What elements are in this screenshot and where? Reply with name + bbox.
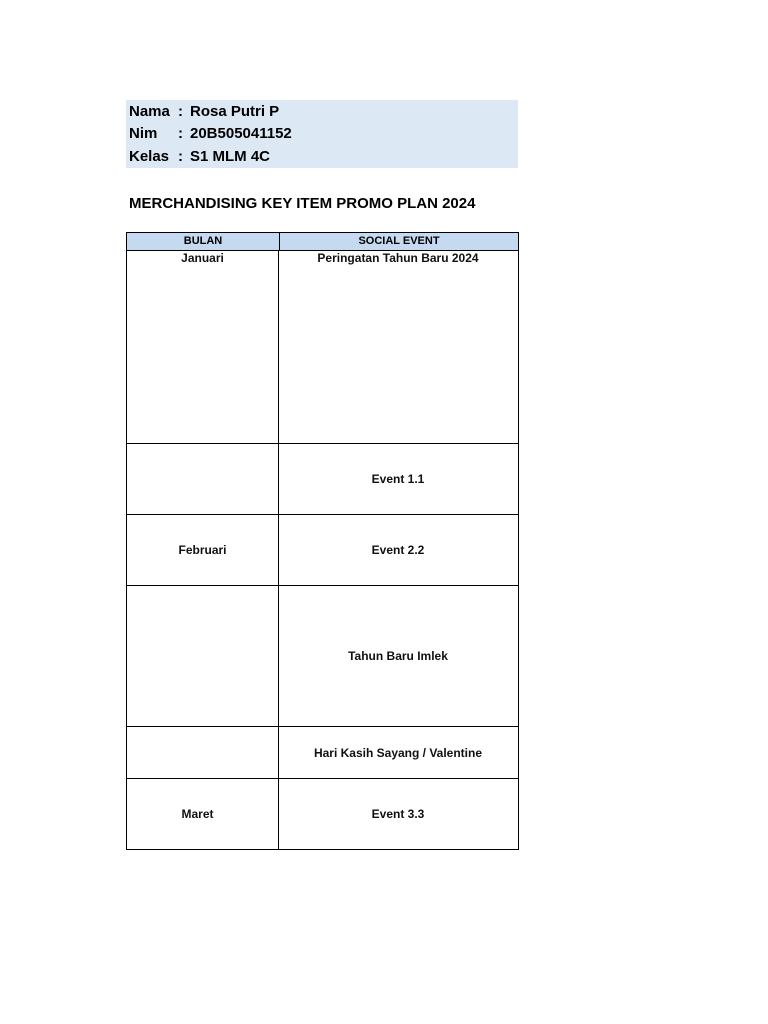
name-separator: : (178, 103, 183, 120)
event-label: Event 1.1 (371, 472, 425, 486)
table-row (126, 727, 519, 779)
event-cell (278, 727, 519, 779)
nim-separator: : (178, 125, 183, 142)
table-row (126, 515, 519, 586)
event-cell (278, 515, 519, 586)
month-cell (126, 586, 279, 727)
class-value: S1 MLM 4C (190, 148, 271, 165)
student-name-row (129, 101, 279, 123)
month-cell (126, 727, 279, 779)
month-cell (126, 251, 279, 444)
month-cell (126, 779, 279, 850)
student-nim-row (129, 123, 292, 145)
event-cell (278, 779, 519, 850)
month-cell (126, 515, 279, 586)
event-label: Peringatan Tahun Baru 2024 (317, 251, 479, 265)
event-cell (278, 251, 519, 444)
event-cell (278, 586, 519, 727)
student-class-row (129, 146, 270, 168)
nim-value: 20B505041152 (190, 125, 292, 142)
table-row (126, 251, 519, 444)
class-label: Kelas (129, 148, 170, 165)
header-social-event: SOCIAL EVENT (358, 235, 440, 247)
event-label: Event 3.3 (371, 807, 425, 821)
promo-plan-table (126, 232, 519, 850)
nim-label: Nim (129, 125, 158, 142)
name-value: Rosa Putri P (190, 103, 280, 120)
table-row (126, 586, 519, 727)
table-header-row (126, 232, 519, 251)
table-row (126, 444, 519, 515)
event-cell (278, 444, 519, 515)
event-label: Event 2.2 (371, 543, 425, 557)
name-label: Nama (129, 103, 170, 120)
table-row (126, 779, 519, 850)
document-title: MERCHANDISING KEY ITEM PROMO PLAN 2024 (129, 195, 476, 212)
month-label: Maret (181, 807, 214, 821)
month-label: Januari (181, 251, 224, 265)
header-bulan: BULAN (183, 235, 223, 247)
month-cell (126, 444, 279, 515)
event-label: Tahun Baru Imlek (348, 649, 448, 663)
month-label: Februari (178, 543, 227, 557)
class-separator: : (178, 148, 183, 165)
event-label: Hari Kasih Sayang / Valentine (313, 745, 483, 760)
student-info-block (126, 100, 518, 168)
